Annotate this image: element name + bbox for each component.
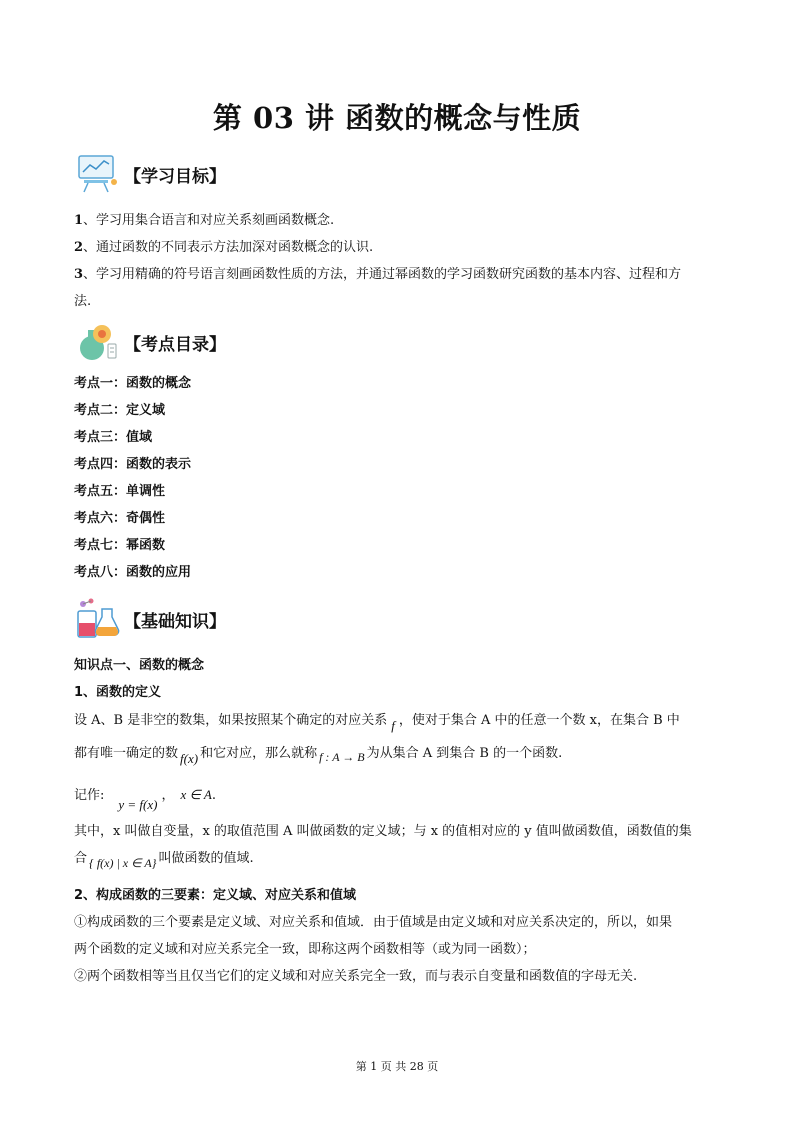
point-item-4: 考点四：函数的表示	[74, 457, 192, 472]
definition-paragraph-line-1	[74, 706, 726, 734]
section-goals-title: 【学习目标】	[124, 166, 226, 187]
math-range-set: { f(x) | x ∈ A}	[89, 856, 157, 870]
flask-icon	[74, 320, 120, 364]
knowledge-point-title: 知识点一、函数的概念	[74, 658, 205, 673]
goal-number: 2	[74, 240, 84, 255]
goal-item-1	[74, 207, 726, 234]
section-basics-title: 【基础知识】	[124, 611, 226, 632]
text-span: 记作:	[74, 788, 105, 803]
section-goals-header	[74, 152, 226, 196]
definition-title: 1、函数的定义	[74, 685, 162, 700]
goal-text: 、通过函数的不同表示方法加深对函数概念的认识.	[83, 240, 374, 255]
goal-item-2	[74, 234, 726, 261]
text-span: .	[211, 788, 216, 803]
point-item-3: 考点三：值域	[74, 430, 153, 445]
page-footer: 第 1 页 共 28 页	[355, 1060, 439, 1073]
three-elements-line-3: ②两个函数相等当且仅当它们的定义域和对应关系完全一致，而与表示自变量和函数值的字母无关.	[74, 969, 638, 984]
beaker-icon	[74, 597, 120, 641]
point-item-6: 考点六：奇偶性	[74, 511, 166, 526]
definition-paragraph-line-2	[74, 739, 726, 767]
math-mapping: f : A → B	[319, 750, 365, 764]
presentation-board-icon	[74, 152, 120, 196]
goal-text: 、学习用集合语言和对应关系刻画函数概念.	[83, 213, 335, 228]
notation-line	[74, 781, 726, 812]
goal-number: 1	[74, 213, 84, 228]
page-title: 第 03 讲 函数的概念与性质	[212, 101, 582, 135]
text-span: 为从集合 A 到集合 B 的一个函数.	[366, 746, 563, 761]
three-elements-title: 2、构成函数的三要素：定义域、对应关系和值域	[74, 888, 357, 903]
three-elements-line-1: ①构成函数的三个要素是定义域、对应关系和值域．由于值域是由定义域和对应关系决定的，所以，如果	[74, 915, 673, 930]
goal-item-3	[74, 261, 726, 288]
section-points-header	[74, 320, 226, 364]
section-basics-header	[74, 597, 226, 641]
text-span: 和它对应，那么就称	[200, 746, 318, 761]
section-points-title: 【考点目录】	[124, 334, 226, 355]
text-span: 都有唯一确定的数	[74, 746, 179, 761]
point-item-2: 考点二：定义域	[74, 403, 166, 418]
goal-item-3-continued: 法.	[74, 294, 92, 309]
text-span: ，使对于集合 A 中的任意一个数 x，在集合 B 中	[398, 713, 680, 728]
math-fx: f(x)	[180, 751, 199, 766]
goal-number: 3	[74, 267, 84, 282]
math-x-in-a: x ∈ A	[180, 787, 212, 802]
point-item-7: 考点七：幂函数	[74, 538, 166, 553]
three-elements-line-2: 两个函数的定义域和对应关系完全一致，即称这两个函数相等（或为同一函数）；	[74, 942, 536, 957]
domain-range-line-2	[74, 845, 726, 872]
text-span: 设 A、B 是非空的数集，如果按照某个确定的对应关系	[74, 713, 388, 728]
math-y-equals-fx: y = f(x)	[118, 797, 158, 812]
text-span: ，	[161, 788, 175, 803]
point-item-1: 考点一：函数的概念	[74, 376, 192, 391]
math-f: f	[391, 718, 395, 733]
text-span: 合	[74, 851, 88, 866]
text-span: 叫做函数的值域.	[158, 851, 254, 866]
point-item-8: 考点八：函数的应用	[74, 565, 192, 580]
goal-text: 、学习用精确的符号语言刻画函数性质的方法，并通过幂函数的学习函数研究函数的基本内容、过程和方	[83, 267, 682, 282]
domain-range-line-1: 其中，x 叫做自变量，x 的取值范围 A 叫做函数的定义域；与 x 的值相对应的 y 值叫做函数值，函数值的集	[74, 824, 692, 839]
point-item-5: 考点五：单调性	[74, 484, 166, 499]
